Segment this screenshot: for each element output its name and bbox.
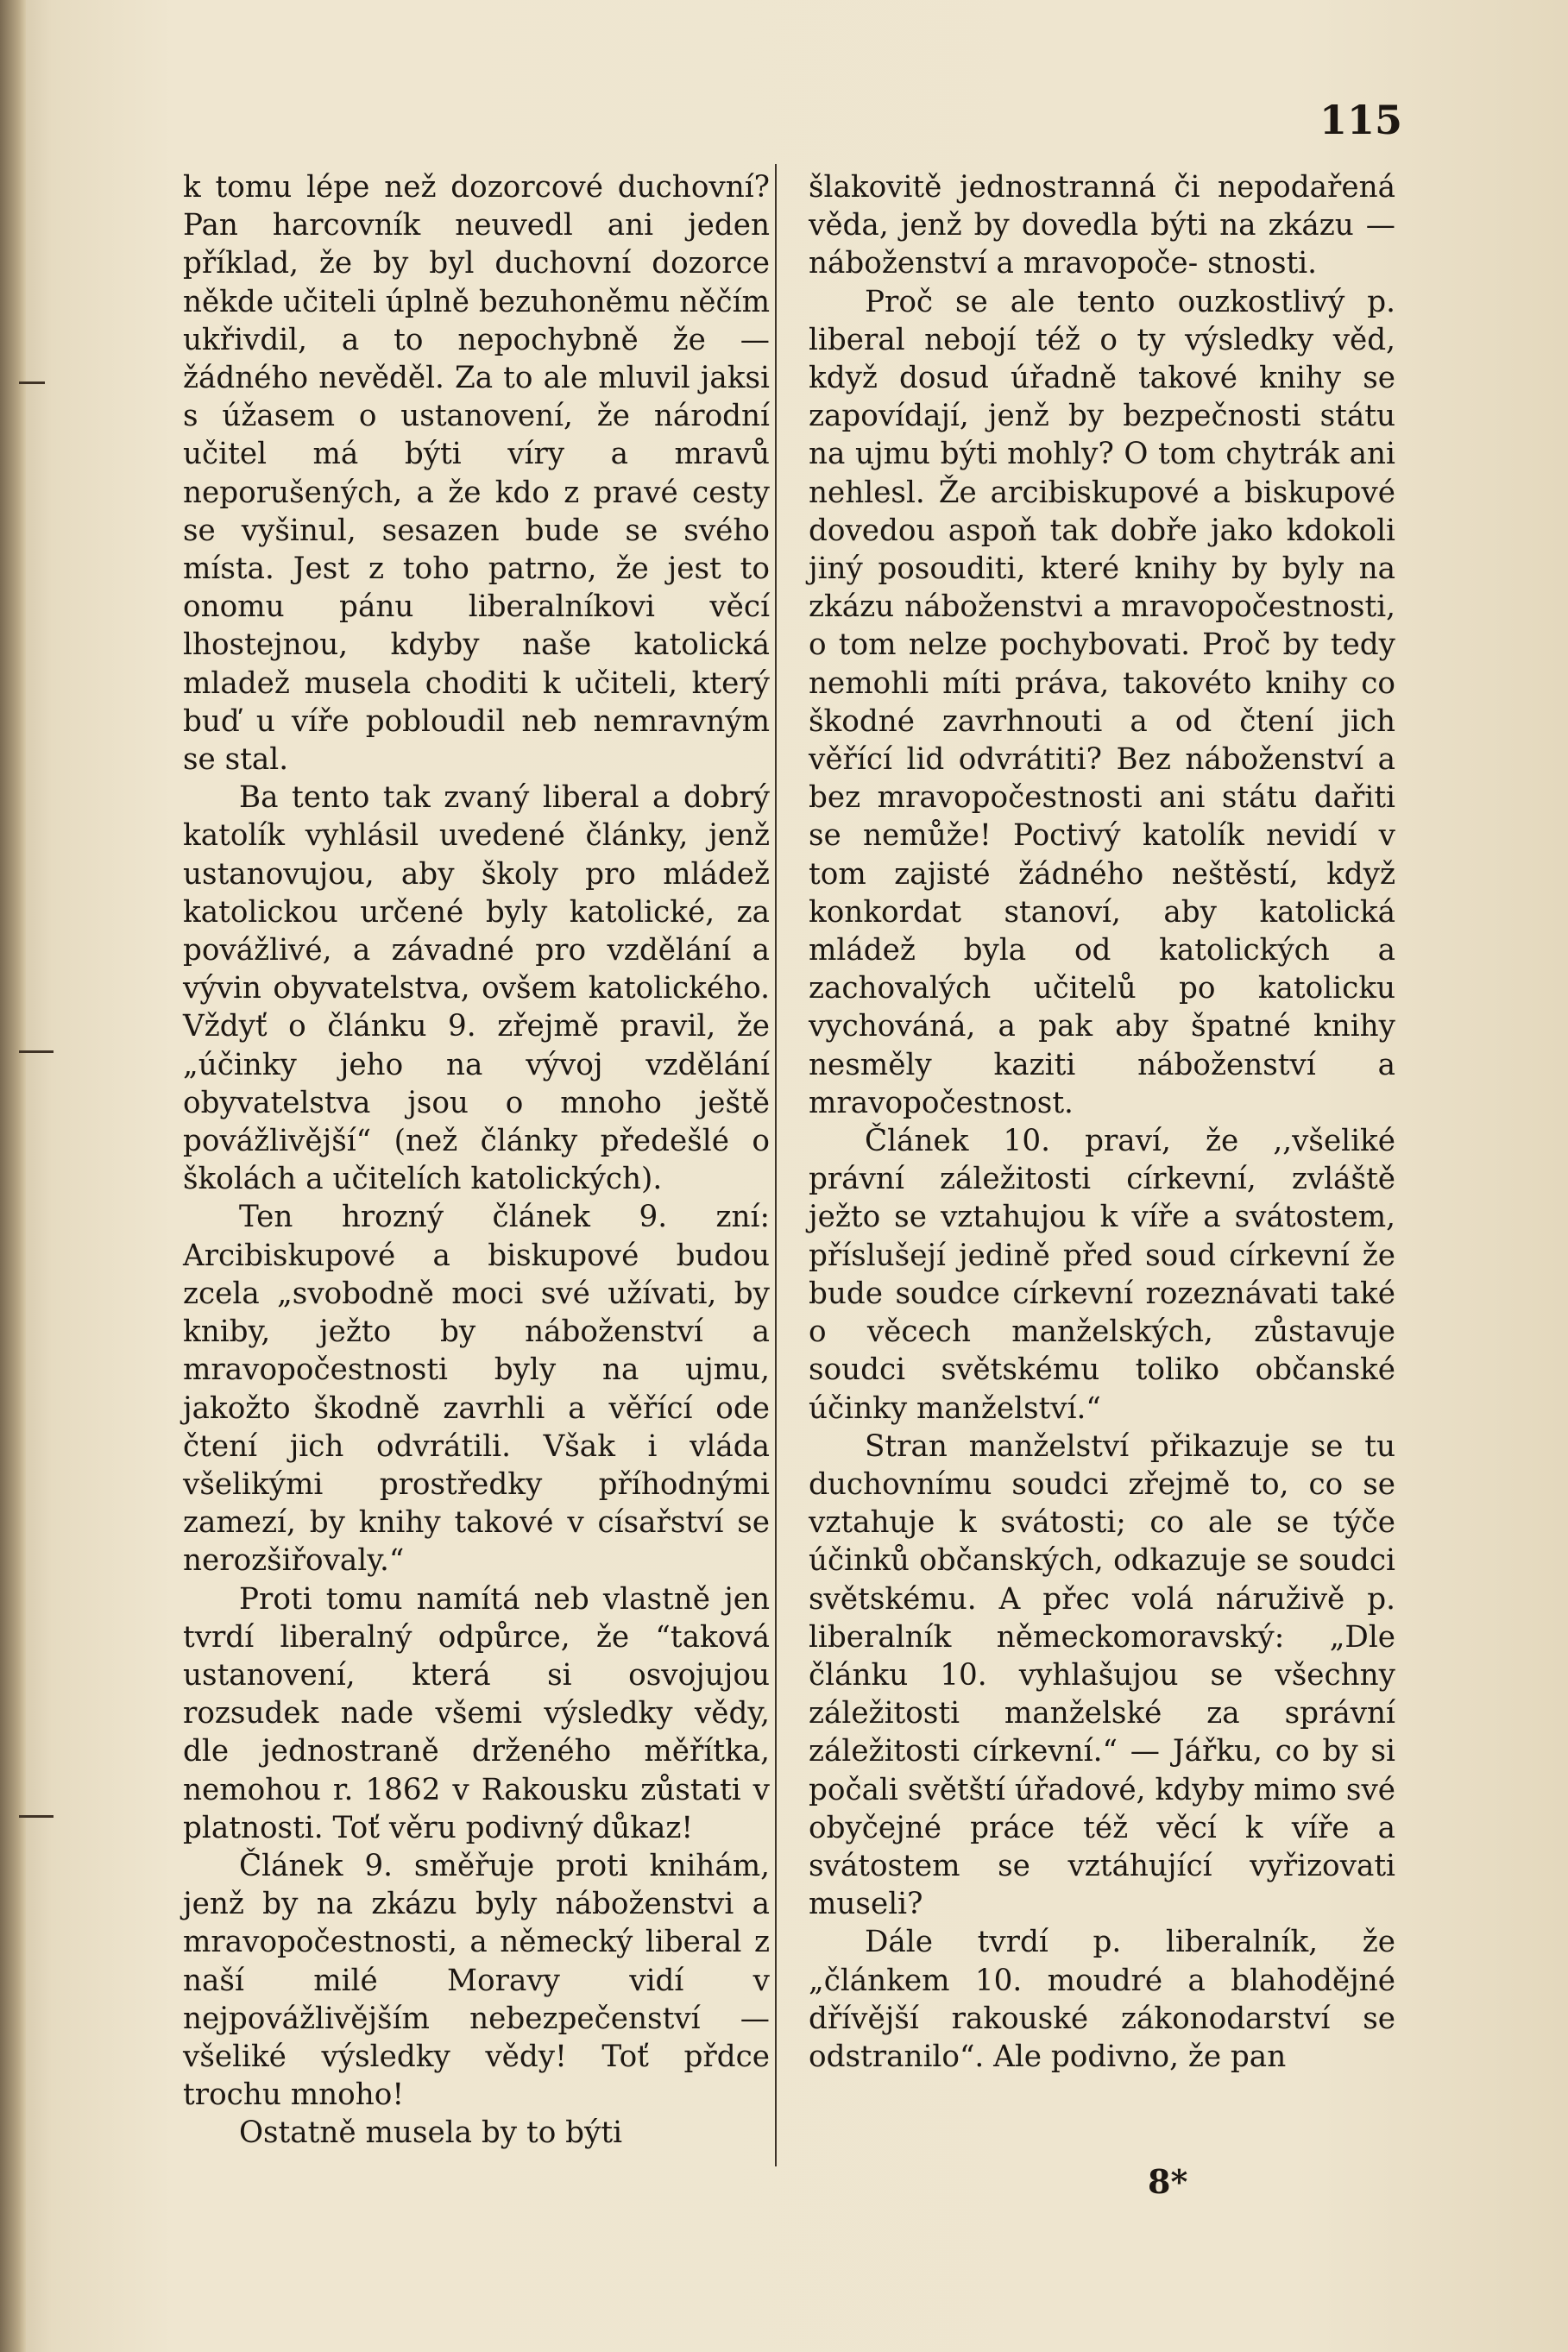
page-number: 115 — [1319, 97, 1402, 143]
paragraph: Proč se ale tento ouzkostlivý p. liberal nebojí též o ty výsledky věd, když dosud úřadně takové knihy se zapovídají, jenž by bezpečnosti státu na ujmu býti mohly? O tom chytrák ani nehlesl. Že arcibiskupové a biskupové dovedou aspoň tak dobře jako kdokoli jiný posouditi, které knihy by byly na zkázu náboženstvi a mravopočestnosti, o tom nelze pochybovati. Proč by tedy nemohli míti práva, takovéto knihy co škodné zavrhnouti a od čtení jich věřící lid odvrátiti? Bez náboženství a bez mravopočestnosti ani státu dařiti se nemůže! Poctivý katolík nevidí v tom zajisté žádného neštěstí, když konkordat stanoví, aby katolická mládež byla od katolických a zachovalých učitelů po katolicku vychováná, a pak aby špatné knihy nesměly kaziti náboženství a mravopočestnost. — [809, 284, 1395, 1120]
paragraph: Ostatně musela by to býti — [238, 2116, 623, 2151]
left-column — [183, 168, 770, 2153]
paragraph: k tomu lépe než dozorcové duchovní? Pan harcovník neuvedl ani jeden příklad, že by byl duchovní dozorce někde učiteli úplně bezuhoněmu něčím ukřivdil, a to nepochybně že — žádného nevěděl. Za to ale mluvil jaksi s úžasem o ustanovení, že národní učitel má býti víry a mravů neporušených, a že kdo z pravé cesty se vyšinul, sesazen bude se svého místa. Jest z toho patrno, že jest to onomu pánu liberalníkovi věcí lhostejnou, kdyby naše katolická mladež musela choditi k učiteli, který buď u víře pobloudil neb nemravným se stal. — [183, 170, 770, 778]
paragraph: Proti tomu namítá neb vlastně jen tvrdí liberalný odpůrce, že “taková ustanovení, která si osvojujou rozsudek nade všemi výsledky vědy, dle jednostraně drženého měřítka, nemohou r. 1862 v Rakousku zůstati v platnosti. Toť věru podivný důkaz! — [183, 1581, 770, 1845]
margin-mark — [19, 381, 45, 384]
paragraph: Ten hrozný článek 9. zní: Arcibiskupové a biskupové budou zcela „svobodně moci své užívati, by kniby, ježto by náboženství a mravopočestnosti byly na ujmu, jakožto škodně zavrhli a věřící ode čtení jich odvrátili. Však i vláda všelikými prostředky příhodnými zamezí, by knihy takové v císařství se nerozšiřovaly.“ — [183, 1200, 770, 1579]
column-divider — [775, 164, 777, 2166]
paragraph: Článek 10. praví, že ,,všeliké právní záležitosti církevní, zvláště ježto se vztahujou k víře a svátostem, příslušejí jedině před soud církevní že bude soudce církevní rozeznávati také o věcech manželských, zůstavuje soudci světskému toliko občanské účinky manželství.“ — [809, 1124, 1395, 1426]
paragraph: Ba tento tak zvaný liberal a dobrý katolík vyhlásil uvedené články, jenž ustanovujou, aby školy pro mládež katolickou určené byly katolické, za povážlivé, a závadné pro vzdělání a vývin obyvatelstva, ovšem katolického. Vždyť o článku 9. zřejmě pravil, že „účinky jeho na vývoj vzdělání obyvatelstva jsou o mnoho ještě povážlivější“ (než články předešlé o školách a učitelích katolických). — [183, 780, 770, 1197]
paragraph: Stran manželství přikazuje se tu duchovnímu soudci zřejmě to, co se vztahuje k svátosti; co ale se týče účinků občanských, odkazuje se soudci světskému. A přec volá náruživě p. liberalník německomoravský: „Dle článku 10. vyhlašujou se všechny záležitosti manželské za správní záležitosti církevní.“ — Jářku, co by si počali světští úřadové, kdyby mimo své obyčejné práce též věcí k víře a svátostem se vztáhující vyřizovati museli? — [809, 1428, 1395, 1922]
margin-mark — [19, 1050, 54, 1053]
paragraph: Dále tvrdí p. liberalník, že „článkem 10. moudré a blahodějné dřívější rakouské zákonodarství se odstranilo“. Ale podivno, že pan — [809, 1925, 1395, 2074]
signature-mark: 8* — [1148, 2162, 1188, 2201]
book-binding-edge — [0, 0, 26, 2352]
margin-mark — [19, 1815, 54, 1818]
paragraph: Článek 9. směřuje proti knihám, jenž by na zkázu byly náboženstvi a mravopočestnosti, a německý liberal z naší milé Moravy vidí v nejpovážlivějším nebezpečenství — všeliké výsledky vědy! Toť přdce trochu mnoho! — [183, 1848, 770, 2113]
paragraph: šlakovitě jednostranná či nepodařená věda, jenž by dovedla býti na zkázu — náboženství a mravopoče- stnosti. — [809, 170, 1395, 281]
right-column — [809, 168, 1395, 2076]
